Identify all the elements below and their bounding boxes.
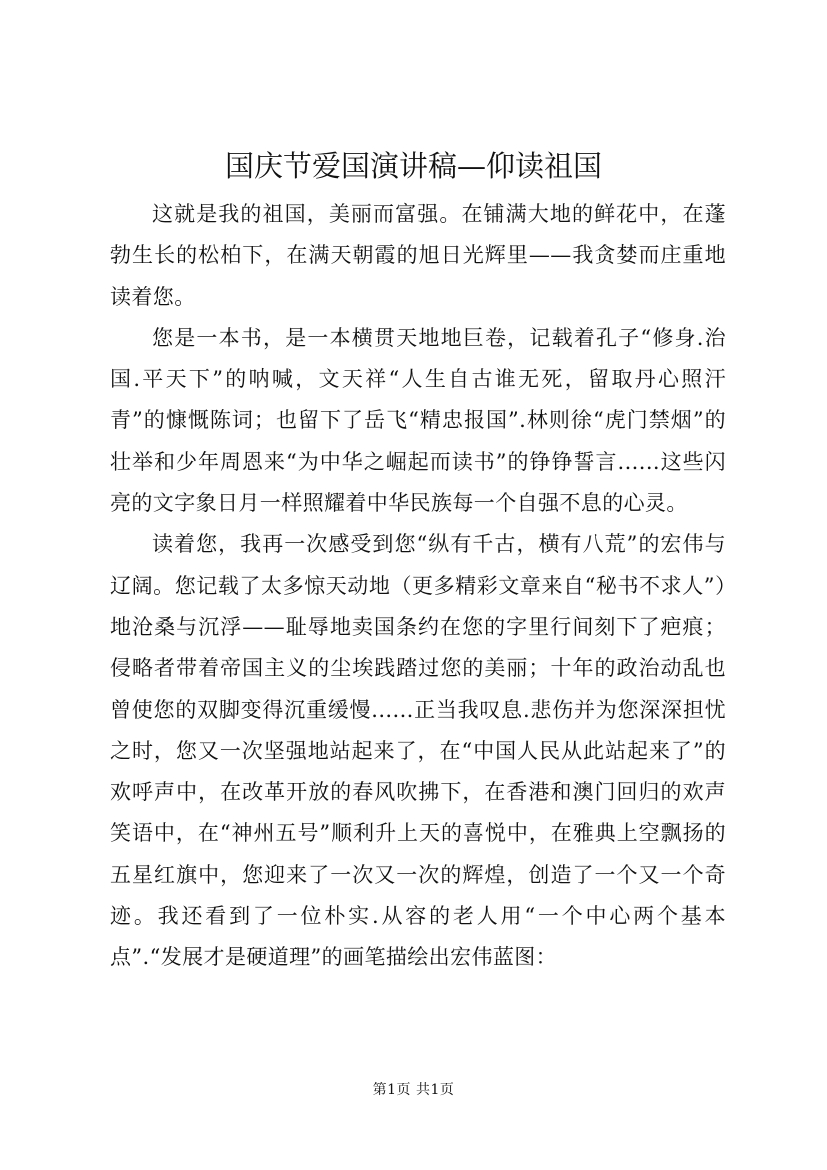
- paragraph: 这就是我的祖国，美丽而富强。在铺满大地的鲜花中，在蓬勃生长的松柏下，在满天朝霞的旭日光辉里——我贪婪而庄重地读着您。: [110, 202, 726, 309]
- document-title: 国庆节爱国演讲稿—仰读祖国: [224, 149, 602, 183]
- paragraph: 读着您，我再一次感受到您“纵有千古，横有八荒”的宏伟与辽阔。您记载了太多惊天动地（更多精彩文章来自“秘书不求人”）地沧桑与沉浮——耻辱地卖国条约在您的字里行间刻下了疤痕；侵略者带着帝国主义的尘埃践踏过您的美丽；十年的政治动乱也曾使您的双脚变得沉重缓慢......正当我叹息.悲伤并为您深深担忧之时，您又一次坚强地站起来了，在“中国人民从此站起来了”的欢呼声中，在改革开放的春风吹拂下，在香港和澳门回归的欢声笑语中，在“神州五号”顺利升上天的喜悦中，在雅典上空飘扬的五星红旗中，您迎来了一次又一次的辉煌，创造了一个又一个奇迹。我还看到了一位朴实.从容的老人用“一个中心两个基本点”.“发展才是硬道理”的画笔描绘出宏伟蓝图：: [110, 532, 726, 970]
- paragraph: 您是一本书，是一本横贯天地地巨卷，记载着孔子“修身.治国.平天下”的呐喊，文天祥“人生自古谁无死，留取丹心照汗青”的慷慨陈词；也留下了岳飞“精忠报国”.林则徐“虎门禁烟”的壮举和少年周恩来“为中华之崛起而读书”的铮铮誓言......这些闪亮的文字象日月一样照耀着中华民族每一个自强不息的心灵。: [110, 325, 726, 516]
- page-footer: 第1页 共1页: [372, 1082, 455, 1098]
- document-body: [110, 194, 726, 979]
